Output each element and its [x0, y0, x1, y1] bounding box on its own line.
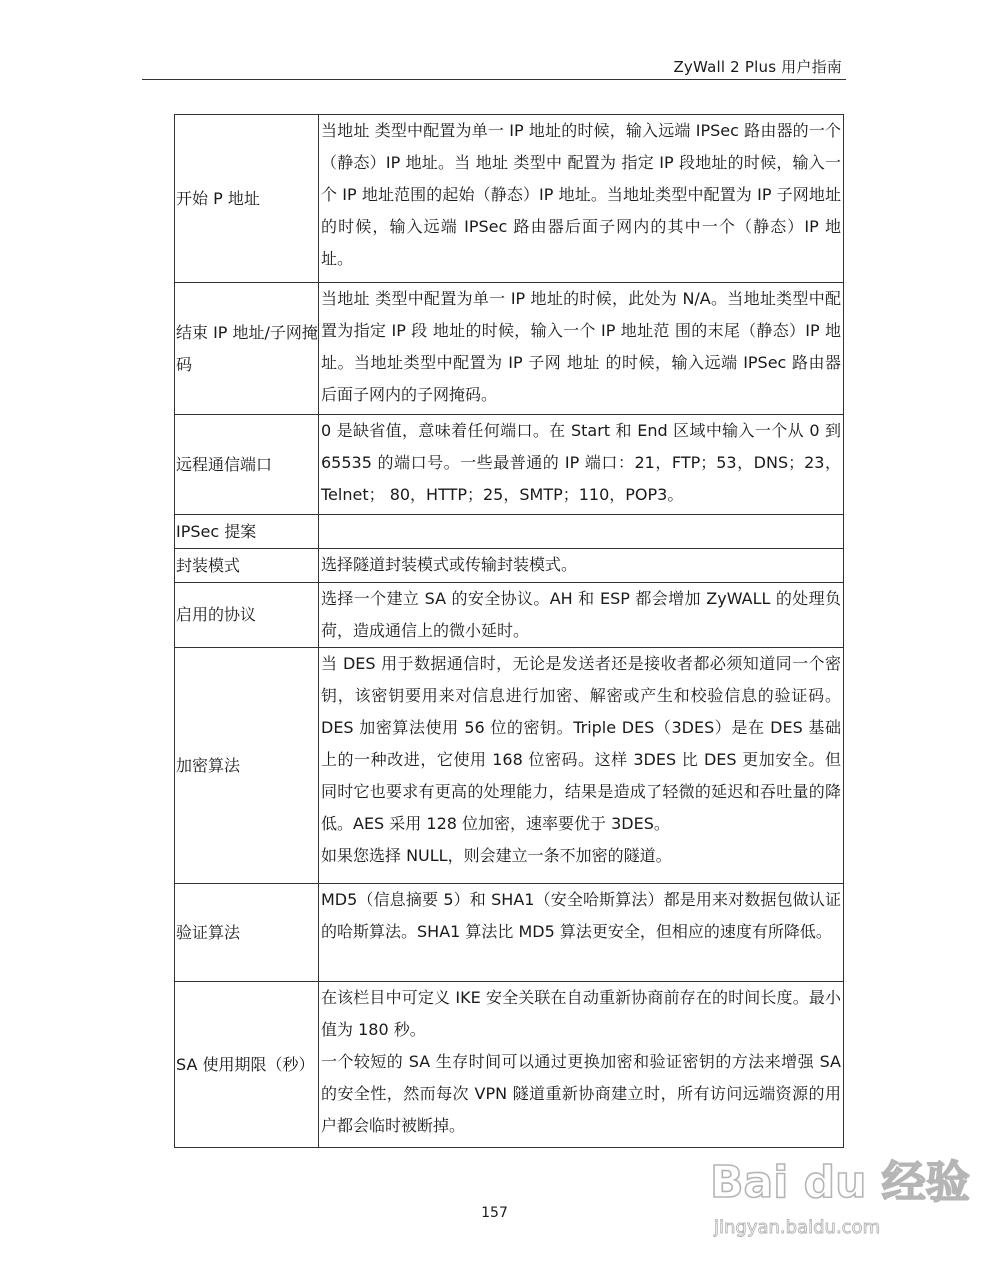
row-label: 开始 P 地址	[175, 115, 319, 283]
row-description	[319, 982, 844, 1148]
page-number: 157	[481, 1205, 508, 1221]
baidu-jingyan-watermark	[690, 1135, 970, 1255]
row-label: 启用的协议	[175, 583, 319, 648]
row-description	[319, 515, 844, 549]
row-description	[319, 648, 844, 884]
row-description	[319, 283, 844, 415]
row-label: 加密算法	[175, 648, 319, 884]
description-paragraph: 选择一个建立 SA 的安全协议。AH 和 ESP 都会增加 ZyWALL 的处理负荷，造成通信上的微小延时。	[321, 589, 841, 640]
watermark-logo: Bai du 经验	[710, 1157, 970, 1208]
table-row	[175, 884, 844, 982]
row-label: 封装模式	[175, 549, 319, 583]
row-label: IPSec 提案	[175, 515, 319, 549]
row-description	[319, 415, 844, 515]
running-header: ZyWall 2 Plus 用户指南	[673, 58, 842, 76]
row-label: 验证算法	[175, 884, 319, 982]
row-description	[319, 115, 844, 283]
table-row	[175, 982, 844, 1148]
table-row	[175, 648, 844, 884]
table-row	[175, 583, 844, 648]
row-label: 远程通信端口	[175, 415, 319, 515]
parameter-table	[174, 114, 844, 1148]
row-description	[319, 884, 844, 982]
row-label: 结束 IP 地址/子网掩码	[175, 283, 319, 415]
row-description	[319, 583, 844, 648]
table-row	[175, 115, 844, 283]
row-label: SA 使用期限（秒）	[175, 982, 319, 1148]
description-paragraph: 当地址 类型中配置为单一 IP 地址的时候，此处为 N/A。当地址类型中配置为指定 IP 段 地址的时候，输入一个 IP 地址范 围的末尾（静态）IP 地址。当地址类型中配置为 IP 子网 地址 的时候，输入远端 IPSec 路由器后面子网内的子网掩码。	[321, 289, 841, 404]
description-paragraph: 当地址 类型中配置为单一 IP 地址的时候，输入远端 IPSec 路由器的一个（静态）IP 地址。当 地址 类型中 配置为 指定 IP 段地址的时候，输入一个 IP 地址范围的起始（静态）IP 地址。当地址类型中配置为 IP 子网地址的时候，输入远端 IPSec 路由器后面子网内的其中一个（静态）IP 地址。	[321, 121, 841, 268]
description-paragraph: 0 是缺省值，意味着任何端口。在 Start 和 End 区域中输入一个从 0 到 65535 的端口号。一些最普通的 IP 端口：21，FTP；53，DNS；23，Telnet； 80，HTTP；25，SMTP；110，POP3。	[321, 421, 841, 504]
description-paragraph: 如果您选择 NULL，则会建立一条不加密的隧道。	[321, 846, 672, 865]
table-row	[175, 415, 844, 515]
description-paragraph: 当 DES 用于数据通信时，无论是发送者还是接收者都必须知道同一个密钥，该密钥要用来对信息进行加密、解密或产生和校验信息的验证码。DES 加密算法使用 56 位的密钥。Triple DES（3DES）是在 DES 基础上的一种改进，它使用 168 位密码。这样 3DES 比 DES 更加安全。但同时它也要求有更高的处理能力，结果是造成了轻微的延迟和吞吐量的降低。AES 采用 128 位加密，速率要优于 3DES。	[321, 654, 841, 833]
header-rule	[142, 79, 846, 80]
row-description	[319, 549, 844, 583]
watermark-site: jingyan.baidu.com	[714, 1217, 881, 1238]
description-paragraph: 在该栏目中可定义 IKE 安全关联在自动重新协商前存在的时间长度。最小值为 180 秒。	[321, 988, 841, 1039]
table-row	[175, 283, 844, 415]
table-row	[175, 549, 844, 583]
description-paragraph: MD5（信息摘要 5）和 SHA1（安全哈斯算法）都是用来对数据包做认证的哈斯算法。SHA1 算法比 MD5 算法更安全，但相应的速度有所降低。	[321, 890, 841, 941]
table-row	[175, 515, 844, 549]
description-paragraph: 一个较短的 SA 生存时间可以通过更换加密和验证密钥的方法来增强 SA 的安全性，然而每次 VPN 隧道重新协商建立时，所有访问远端资源的用户都会临时被断掉。	[321, 1052, 841, 1135]
description-paragraph: 选择隧道封装模式或传输封装模式。	[321, 555, 578, 574]
